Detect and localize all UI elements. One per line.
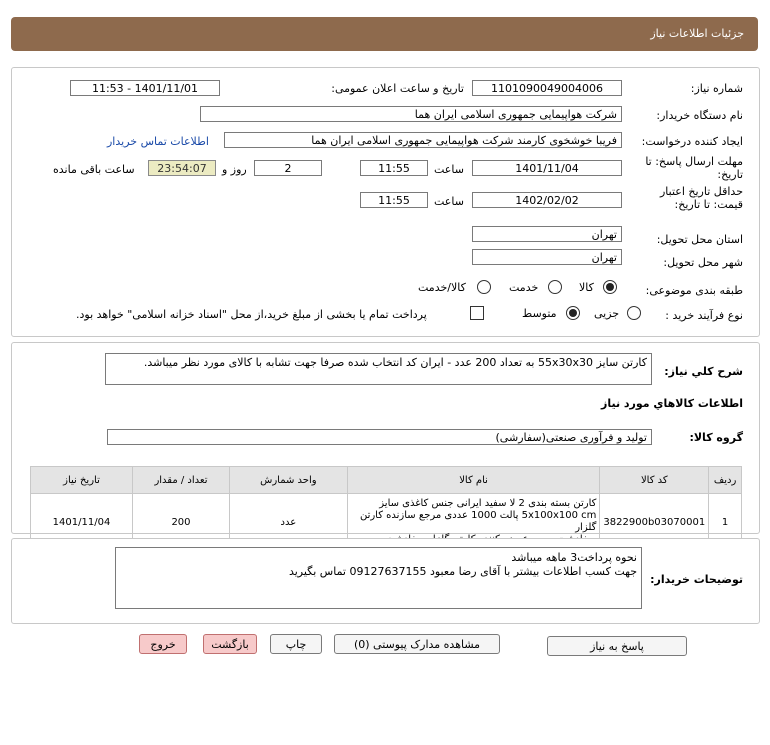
goods-group-label: گروه کالا: <box>689 431 743 444</box>
attachments-button[interactable]: مشاهده مدارک پیوستی (0) <box>334 634 500 654</box>
send-time-label: ساعت <box>434 163 464 176</box>
requester-label: ایجاد کننده درخواست: <box>641 135 743 148</box>
province-label: استان محل تحویل: <box>656 233 743 246</box>
category-goods-radio[interactable] <box>603 280 617 294</box>
send-time-field: 11:55 <box>360 160 428 176</box>
buyer-notes-line: نحوه پرداخت3 ماهه میباشد <box>511 551 637 564</box>
validity-date-field: 1402/02/02 <box>472 192 622 208</box>
purchase-minor-radio[interactable] <box>627 306 641 320</box>
category-goods-label: کالا <box>579 281 594 294</box>
row-number: 1 <box>709 494 742 551</box>
col-row: ردیف <box>709 467 742 494</box>
days-label: روز و <box>222 163 247 176</box>
page-title: جزئیات اطلاعات نیاز <box>650 27 744 40</box>
buyer-notes-field <box>115 547 642 609</box>
send-deadline-label: مهلت ارسال پاسخ: تا تاریخ: <box>645 155 743 181</box>
purchase-type-label: نوع فرآیند خرید : <box>665 309 743 322</box>
treasury-note: پرداخت تمام یا بخشی از مبلغ خرید،از محل "اسناد خزانه اسلامی" خواهد بود. <box>76 308 427 321</box>
validity-label: حداقل تاریخ اعتبار قیمت: تا تاریخ: <box>659 185 743 211</box>
category-service-label: خدمت <box>509 281 539 294</box>
remaining-timer: 23:54:07 <box>148 160 216 176</box>
validity-time-field: 11:55 <box>360 192 428 208</box>
back-button[interactable]: بازگشت <box>203 634 257 654</box>
category-both-radio[interactable] <box>477 280 491 294</box>
page-header <box>11 17 758 51</box>
row-unit: عدد <box>230 494 348 551</box>
buyer-notes-line: جهت کسب اطلاعات بیشتر با آقای رضا معبود 09127637155 تماس بگیرید <box>288 565 637 578</box>
col-name: نام کالا <box>347 467 600 494</box>
announce-field: 1401/11/01 - 11:53 <box>70 80 220 96</box>
summary-label: شرح کلي نياز: <box>664 365 743 378</box>
row-date: 1401/11/04 <box>31 494 133 551</box>
send-date-field: 1401/11/04 <box>472 160 622 176</box>
category-both-label: کالا/خدمت <box>418 281 466 294</box>
purchase-minor-label: جزیی <box>594 307 620 320</box>
buyer-notes-label: توضیحات خریدار: <box>650 573 743 586</box>
need-number-field: 1101090049004006 <box>472 80 622 96</box>
print-button[interactable]: چاپ <box>270 634 322 654</box>
remaining-label: ساعت باقی مانده <box>53 163 135 176</box>
goods-table-header <box>31 467 742 494</box>
contact-link[interactable]: اطلاعات تماس خریدار <box>107 135 209 148</box>
requester-field: فریبا خوشخوی کارمند شرکت هواپیمایی جمهوری اسلامی ایران هما <box>224 132 622 148</box>
row-name-line: 5x100x100 cm پالت 1000 عددی مرجع سازنده کارتن گلزار <box>359 510 597 533</box>
row-quantity: 200 <box>132 494 229 551</box>
announce-label: تاریخ و ساعت اعلان عمومی: <box>331 82 464 95</box>
category-label: طبقه بندی موضوعی: <box>645 284 743 297</box>
city-label: شهر محل تحویل: <box>663 256 743 269</box>
row-name-line: کارتن بسته بندی 2 لا سفید ایرانی جنس کاغذی سایز <box>379 498 597 509</box>
days-field: 2 <box>254 160 322 176</box>
col-date: تاریخ نیاز <box>31 467 133 494</box>
buyer-org-field: شرکت هواپیمایی جمهوری اسلامی ایران هما <box>200 106 622 122</box>
city-field: تهران <box>472 249 622 265</box>
province-field: تهران <box>472 226 622 242</box>
col-quantity: تعداد / مقدار <box>132 467 229 494</box>
validity-time-label: ساعت <box>434 195 464 208</box>
col-unit: واحد شمارش <box>230 467 348 494</box>
summary-field: کارتن سایز 55x30x30 به تعداد 200 عدد - ایران کد انتخاب شده صرفا جهت تشابه با کالای مورد نظر میباشد. <box>105 353 652 385</box>
purchase-medium-radio[interactable] <box>566 306 580 320</box>
category-service-radio[interactable] <box>548 280 562 294</box>
need-number-label: شماره نیاز: <box>690 82 743 95</box>
exit-button[interactable]: خروج <box>139 634 187 654</box>
row-code: 3822900b03070001 <box>600 494 709 551</box>
col-code: کد کالا <box>600 467 709 494</box>
purchase-medium-label: متوسط <box>522 307 557 320</box>
buyer-org-label: نام دستگاه خریدار: <box>656 109 743 122</box>
reply-button[interactable]: پاسخ به نیاز <box>547 636 687 656</box>
goods-section-title: اطلاعات کالاهاي مورد نياز <box>601 397 743 410</box>
goods-group-field: تولید و فرآوری صنعتی(سفارشی) <box>107 429 652 445</box>
treasury-checkbox[interactable] <box>470 306 484 320</box>
